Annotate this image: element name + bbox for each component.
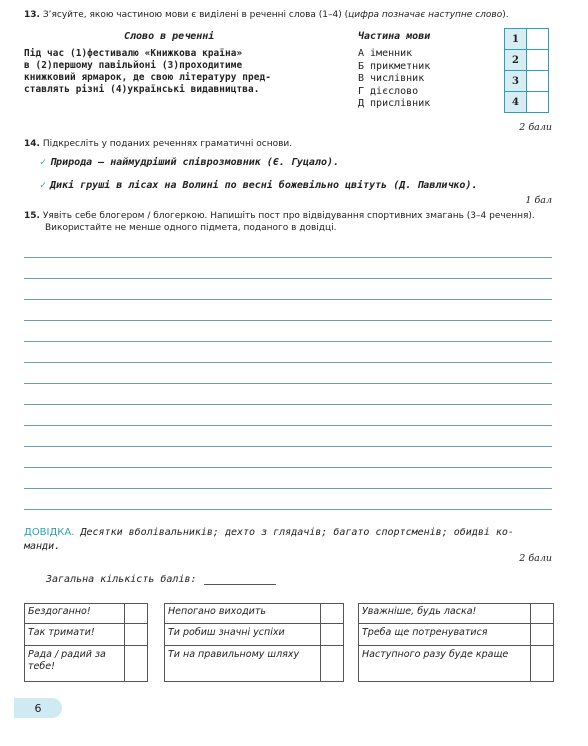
evaluation-cell: Ти робиш значні успіхи bbox=[164, 624, 321, 646]
total-score-label: Загальна кількість балів: bbox=[46, 574, 197, 585]
task13-sentence bbox=[24, 48, 324, 96]
sentence-line: в (2)першому павільйоні (3)проходитиме bbox=[24, 60, 243, 71]
task13-score: 2 бали bbox=[519, 122, 552, 133]
task14-sentence-2[interactable] bbox=[40, 180, 478, 191]
hint-label: ДОВІДКА. bbox=[24, 527, 75, 538]
part-of-speech-item: Г дієслово bbox=[358, 85, 419, 97]
task15-instruction-line2: Використайте не менше одного підмета, поданого в довідці. bbox=[45, 223, 337, 233]
task13-instruction bbox=[24, 9, 569, 21]
answer-cell[interactable] bbox=[527, 29, 549, 50]
hint-text-line1: Десятки вболівальників; дехто з глядачів; багато спортсменів; обидві ко- bbox=[80, 527, 514, 538]
writing-line[interactable] bbox=[24, 257, 552, 258]
evaluation-checkbox[interactable] bbox=[531, 603, 553, 624]
evaluation-checkbox[interactable] bbox=[321, 603, 343, 624]
writing-line[interactable] bbox=[24, 320, 552, 321]
evaluation-cell: Ти на правильному шляху bbox=[164, 646, 321, 682]
part-of-speech-item: Б прикметник bbox=[358, 60, 431, 72]
sentence-line: ставлять різні (4)українські видавництва. bbox=[24, 84, 260, 95]
task14-sentence-text: Природа – наймудріший співрозмовник (Є. Гуцало). bbox=[50, 157, 340, 168]
answer-number: 2 bbox=[505, 50, 527, 71]
writing-line[interactable] bbox=[24, 425, 552, 426]
task13-instruction-end: ). bbox=[502, 10, 509, 20]
task14-instruction bbox=[24, 138, 292, 150]
task13-number: 13. bbox=[24, 10, 40, 20]
task14-score: 1 бал bbox=[525, 195, 552, 206]
answer-number: 3 bbox=[505, 71, 527, 92]
evaluation-checkbox[interactable] bbox=[125, 603, 147, 624]
writing-line[interactable] bbox=[24, 404, 552, 405]
task13-instruction-italic: цифра позначає наступне слово bbox=[348, 10, 503, 20]
page-number: 6 bbox=[14, 698, 62, 718]
task14-sentence-text: Дикі груші в лісах на Волині по весні божевільно цвітуть (Д. Павличко). bbox=[50, 180, 478, 191]
task14-sentence-1[interactable] bbox=[40, 157, 339, 168]
writing-line[interactable] bbox=[24, 341, 552, 342]
evaluation-checkbox[interactable] bbox=[531, 624, 553, 646]
part-of-speech-item: А іменник bbox=[358, 48, 413, 59]
evaluation-cell: Наступного разу буде краще bbox=[358, 646, 531, 682]
task13-answer-grid bbox=[504, 28, 549, 113]
task15-instruction-line1: Уявіть себе блогером / блогеркою. Напишіть пост про відвідування спортивних змагань (3–4 речення). bbox=[42, 211, 535, 221]
writing-line[interactable] bbox=[24, 509, 552, 510]
task15-score: 2 бали bbox=[519, 553, 552, 564]
evaluation-cell: Бездоганно! bbox=[24, 603, 125, 624]
task14-instruction-text: Підкресліть у поданих реченнях граматичні основи. bbox=[42, 139, 293, 149]
answer-number: 4 bbox=[505, 92, 527, 113]
task15-instruction bbox=[24, 210, 569, 222]
answer-number: 1 bbox=[505, 29, 527, 50]
answer-cell[interactable] bbox=[527, 92, 549, 113]
writing-line[interactable] bbox=[24, 488, 552, 489]
answer-cell[interactable] bbox=[527, 50, 549, 71]
evaluation-cell: Рада / радий за тебе! bbox=[24, 646, 125, 682]
task13-instruction-text: З’ясуйте, якою частиною мови є виділені в реченні слова (1–4) ( bbox=[42, 10, 349, 20]
evaluation-checkbox[interactable] bbox=[321, 624, 343, 646]
task14-number: 14. bbox=[24, 139, 40, 149]
hint-text-line2: манди. bbox=[24, 541, 61, 552]
evaluation-cell: Уважніше, будь ласка! bbox=[358, 603, 531, 624]
total-score-field[interactable] bbox=[204, 584, 276, 585]
task13-parts-list bbox=[358, 48, 430, 111]
writing-line[interactable] bbox=[24, 467, 552, 468]
task13-col-right-title: Частина мови bbox=[358, 31, 431, 42]
task15-hint bbox=[24, 526, 554, 540]
sentence-line: книжковий ярмарок, де свою літературу пред- bbox=[24, 72, 272, 83]
checkmark-icon: ✓ bbox=[40, 180, 47, 191]
evaluation-checkbox[interactable] bbox=[125, 624, 147, 646]
sentence-line: Під час (1)фестивалю «Книжкова країна» bbox=[24, 48, 243, 59]
writing-line[interactable] bbox=[24, 383, 552, 384]
writing-line[interactable] bbox=[24, 299, 552, 300]
part-of-speech-item: В числівник bbox=[358, 73, 425, 84]
answer-cell[interactable] bbox=[527, 71, 549, 92]
task13-col-left-title: Слово в реченні bbox=[124, 31, 215, 42]
task15-number: 15. bbox=[24, 211, 40, 221]
part-of-speech-item: Д прислівник bbox=[358, 98, 431, 109]
evaluation-cell: Так тримати! bbox=[24, 624, 125, 646]
evaluation-cell: Непогано виходить bbox=[164, 603, 321, 624]
writing-line[interactable] bbox=[24, 362, 552, 363]
evaluation-cell: Треба ще потренуватися bbox=[358, 624, 531, 646]
checkmark-icon: ✓ bbox=[40, 157, 47, 168]
writing-line[interactable] bbox=[24, 446, 552, 447]
writing-line[interactable] bbox=[24, 278, 552, 279]
